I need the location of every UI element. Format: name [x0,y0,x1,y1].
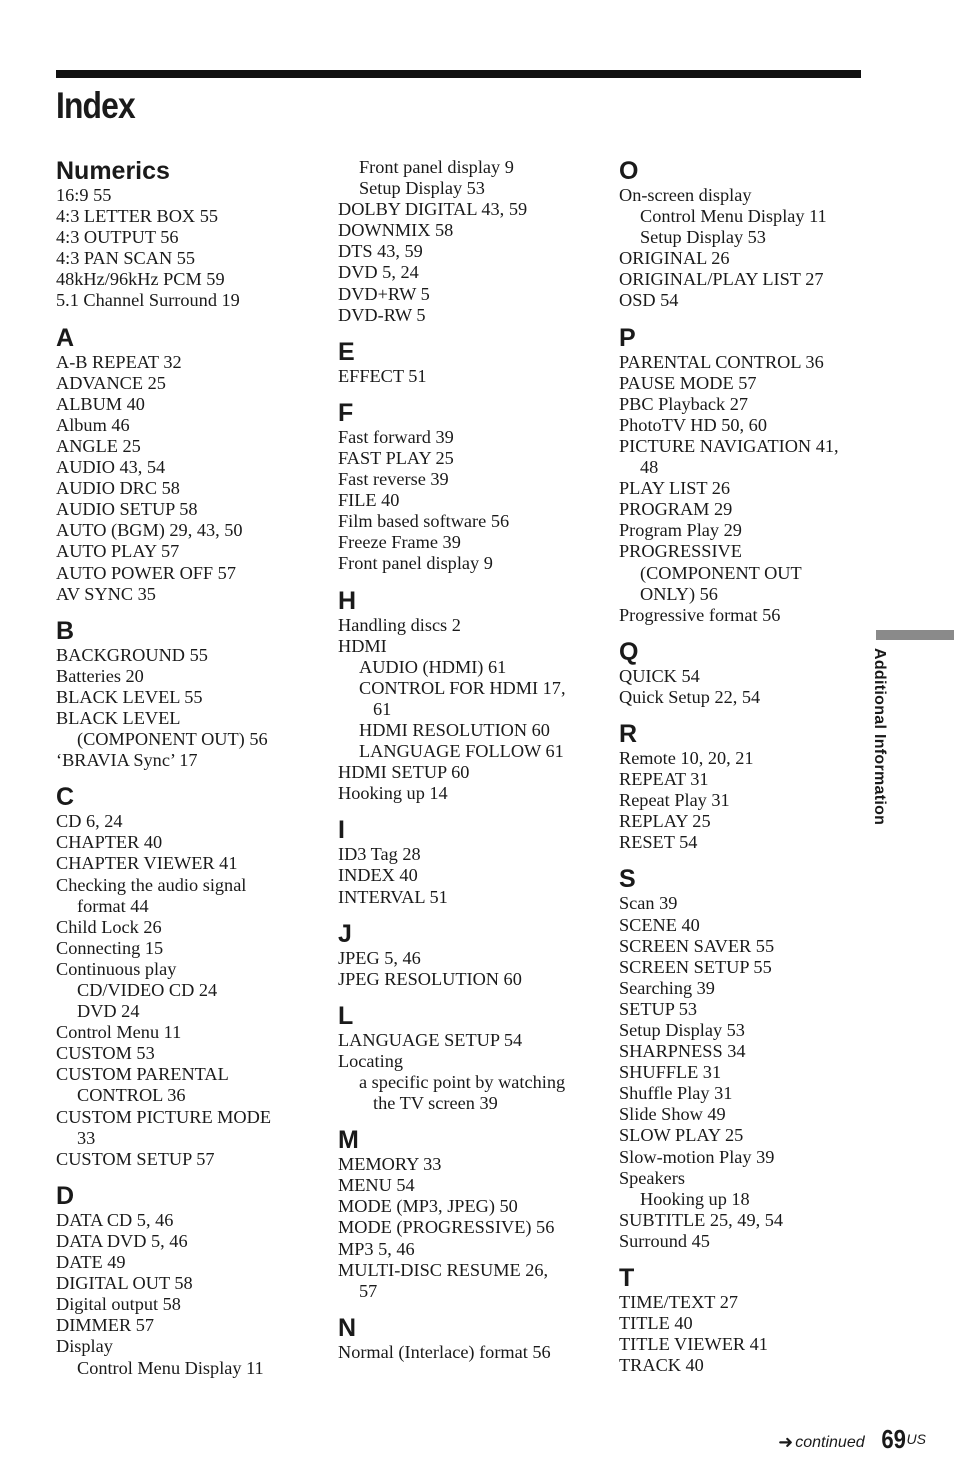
index-entry: BLACK LEVEL [56,707,181,728]
index-entry: ANGLE 25 [56,435,141,456]
index-entry: Scan 39 [619,893,678,914]
index-subentry: Setup Display 53 [359,178,485,199]
index-entry: DVD+RW 5 [338,283,430,304]
index-entry: Handling discs 2 [338,614,461,635]
index-entry: QUICK 54 [619,665,700,686]
index-subentry: the TV screen 39 [373,1093,498,1114]
index-entry: MP3 5, 46 [338,1238,415,1259]
index-entry: Control Menu 11 [56,1022,182,1043]
index-letter-heading: E [338,337,355,366]
index-entry: CHAPTER VIEWER 41 [56,853,238,874]
index-entry: Setup Display 53 [619,1020,745,1040]
index-entry: MODE (MP3, JPEG) 50 [338,1196,518,1217]
index-entry: Surround 45 [619,1230,710,1251]
index-subentry: AUDIO (HDMI) 61 [359,656,507,677]
index-subentry: Control Menu Display 11 [640,206,827,227]
arrow-right-icon: ➜ [778,1432,794,1453]
index-entry: DIGITAL OUT 58 [56,1273,193,1294]
index-entry: DATA DVD 5, 46 [56,1230,188,1251]
index-entry: SHUFFLE 31 [619,1062,722,1083]
index-entry: MULTI-DISC RESUME 26, [338,1259,549,1280]
index-entry: BACKGROUND 55 [56,644,208,665]
page-footer [778,1424,926,1454]
index-subentry: (COMPONENT OUT [640,562,802,583]
index-entry: Searching 39 [619,977,715,998]
index-letter-heading: S [619,865,636,894]
index-letter-heading: J [338,919,352,948]
index-entry: Fast forward 39 [338,426,454,447]
section-tab-label: Additional Information [871,648,888,826]
index-subentry: ONLY) 56 [640,583,718,604]
index-entry: 4:3 PAN SCAN 55 [56,248,196,269]
index-entry: AUTO (BGM) 29, 43, 50 [56,520,243,541]
index-subentry: 48 [640,457,659,478]
index-subentry: Setup Display 53 [640,227,766,248]
index-entry: Batteries 20 [56,665,144,686]
index-entry: Slow-motion Play 39 [619,1146,775,1167]
index-entry: MENU 54 [338,1175,415,1196]
index-entry: JPEG RESOLUTION 60 [338,968,522,989]
index-entry: CD 6, 24 [56,811,123,832]
index-entry: SCREEN SETUP 55 [619,956,772,977]
index-letter-heading: F [338,398,354,427]
index-letter-heading: D [56,1181,75,1210]
index-entry: OSD 54 [619,290,679,311]
index-entry: Album 46 [56,414,130,435]
index-entry: DIMMER 57 [56,1315,155,1336]
index-entry: Locating [338,1050,403,1071]
index-subentry: CONTROL FOR HDMI 17, [359,677,566,698]
index-letter-heading: A [56,323,75,352]
index-entry: Child Lock 26 [56,916,162,937]
index-entry: Continuous play [56,958,177,979]
index-entry: AUTO POWER OFF 57 [56,562,236,583]
index-entry: EFFECT 51 [338,365,427,386]
index-entry: REPLAY 25 [619,811,711,832]
index-entry: DVD-RW 5 [338,304,426,325]
index-entry: 16:9 55 [56,185,112,205]
index-entry: AUDIO DRC 58 [56,478,180,499]
index-entry: FAST PLAY 25 [338,447,454,468]
index-entry: Shuffle Play 31 [619,1083,733,1104]
index-entry: SLOW PLAY 25 [619,1125,744,1146]
index-letter-heading: L [338,1001,354,1030]
index-entry: CHAPTER 40 [56,832,163,853]
index-entry: 48kHz/96kHz PCM 59 [56,269,225,290]
index-entry: Progressive format 56 [619,604,781,625]
index-entry: HDMI [338,635,387,656]
index-entry: PROGRESSIVE [619,541,742,562]
index-column-2 [338,157,596,1363]
index-entry: BLACK LEVEL 55 [56,686,203,707]
index-letter-heading: P [619,323,636,352]
index-entry: SCREEN SAVER 55 [619,935,775,956]
index-subentry: Front panel display 9 [359,157,514,177]
top-rule [56,70,861,78]
index-entry: TRACK 40 [619,1355,704,1376]
index-subentry: Control Menu Display 11 [77,1357,264,1378]
index-column-1 [56,157,314,1379]
index-entry: CUSTOM 53 [56,1043,155,1064]
index-letter-heading: O [619,157,639,185]
index-entry: AV SYNC 35 [56,583,156,604]
index-entry: 4:3 OUTPUT 56 [56,227,179,248]
index-entry: Film based software 56 [338,511,510,532]
index-entry: A-B REPEAT 32 [56,351,182,372]
index-letter-heading: N [338,1313,357,1342]
index-entry: DVD 5, 24 [338,262,419,283]
index-entry: DATA CD 5, 46 [56,1209,174,1230]
index-entry: Display [56,1336,113,1357]
page-region-suffix: US [906,1431,926,1447]
index-entry: ‘BRAVIA Sync’ 17 [56,750,198,771]
index-entry: DOWNMIX 58 [338,220,454,241]
index-entry: ORIGINAL/PLAY LIST 27 [619,269,824,290]
index-entry: MODE (PROGRESSIVE) 56 [338,1217,555,1238]
index-entry: PICTURE NAVIGATION 41, [619,435,839,456]
index-entry: DATE 49 [56,1252,126,1273]
index-entry: PAUSE MODE 57 [619,372,757,393]
index-entry: RESET 54 [619,832,698,853]
index-entry: SETUP 53 [619,998,698,1019]
page-number: 69 [880,1424,906,1454]
index-subentry: (COMPONENT OUT) 56 [77,729,268,750]
index-letter-heading: R [619,719,638,748]
index-entry: CUSTOM PICTURE MODE [56,1106,272,1127]
index-letter-heading: Numerics [56,157,170,185]
index-entry: DTS 43, 59 [338,241,423,262]
index-entry: TIME/TEXT 27 [619,1292,738,1313]
index-entry: AUDIO SETUP 58 [56,499,198,520]
index-entry: ALBUM 40 [56,393,145,414]
index-entry: Freeze Frame 39 [338,532,461,553]
index-letter-heading: Q [619,637,639,666]
index-entry: PROGRAM 29 [619,499,733,520]
index-entry: SHARPNESS 34 [619,1041,746,1062]
index-subentry: CD/VIDEO CD 24 [77,980,218,1000]
page-title: Index [56,85,135,126]
index-entry: TITLE 40 [619,1313,693,1334]
index-entry: 4:3 LETTER BOX 55 [56,206,218,227]
index-entry: Program Play 29 [619,520,742,541]
index-entry: INTERVAL 51 [338,886,448,907]
index-entry: SCENE 40 [619,914,700,935]
index-entry: HDMI SETUP 60 [338,762,470,783]
index-subentry: CONTROL 36 [77,1085,186,1106]
index-entry: ID3 Tag 28 [338,844,421,865]
index-subentry: a specific point by watching [359,1072,566,1092]
section-tab-bar [876,630,954,640]
index-entry: Fast reverse 39 [338,469,449,490]
index-entry: PhotoTV HD 50, 60 [619,414,767,435]
index-subentry: DVD 24 [77,1001,140,1022]
index-entry: PLAY LIST 26 [619,478,731,499]
index-entry: JPEG 5, 46 [338,947,421,968]
index-letter-heading: T [619,1264,635,1293]
index-entry: PARENTAL CONTROL 36 [619,351,824,372]
index-subentry: HDMI RESOLUTION 60 [359,719,550,740]
index-entry: 5.1 Channel Surround 19 [56,290,240,311]
index-subentry: 33 [77,1127,96,1148]
index-entry: INDEX 40 [338,865,418,886]
index-subentry: 57 [359,1280,378,1301]
index-entry: AUTO PLAY 57 [56,541,180,562]
index-entry: Front panel display 9 [338,553,493,574]
continued-label: continued [795,1434,865,1451]
index-entry: LANGUAGE SETUP 54 [338,1029,523,1050]
index-subentry: 61 [373,698,392,719]
index-letter-heading: B [56,616,75,645]
index-entry: CUSTOM SETUP 57 [56,1148,215,1169]
index-entry: Digital output 58 [56,1294,181,1315]
index-letter-heading: C [56,783,75,812]
index-entry: ADVANCE 25 [56,372,166,393]
index-entry: PBC Playback 27 [619,393,748,414]
index-entry: SUBTITLE 25, 49, 54 [619,1209,784,1230]
index-entry: Slide Show 49 [619,1104,726,1125]
index-subentry: LANGUAGE FOLLOW 61 [359,741,564,762]
index-entry: FILE 40 [338,490,400,511]
index-entry: Speakers [619,1167,685,1188]
index-entry: On-screen display [619,185,752,205]
index-entry: ORIGINAL 26 [619,248,730,269]
index-letter-heading: I [338,816,345,845]
index-entry: Hooking up 14 [338,783,448,804]
index-entry: Repeat Play 31 [619,790,730,811]
index-entry: Checking the audio signal [56,874,247,895]
index-entry: Quick Setup 22, 54 [619,686,761,707]
index-entry: Normal (Interlace) format 56 [338,1341,551,1362]
index-entry: CUSTOM PARENTAL [56,1064,229,1085]
index-subentry: Hooking up 18 [640,1188,750,1209]
index-entry: TITLE VIEWER 41 [619,1334,768,1355]
index-entry: REPEAT 31 [619,769,709,790]
index-entry: MEMORY 33 [338,1154,442,1175]
index-subentry: format 44 [77,895,149,916]
index-entry: DOLBY DIGITAL 43, 59 [338,199,528,220]
index-entry: AUDIO 43, 54 [56,457,166,478]
index-letter-heading: M [338,1126,359,1155]
index-entry: Remote 10, 20, 21 [619,747,754,768]
index-column-3 [619,157,877,1376]
index-letter-heading: H [338,586,357,615]
index-entry: Connecting 15 [56,937,164,958]
